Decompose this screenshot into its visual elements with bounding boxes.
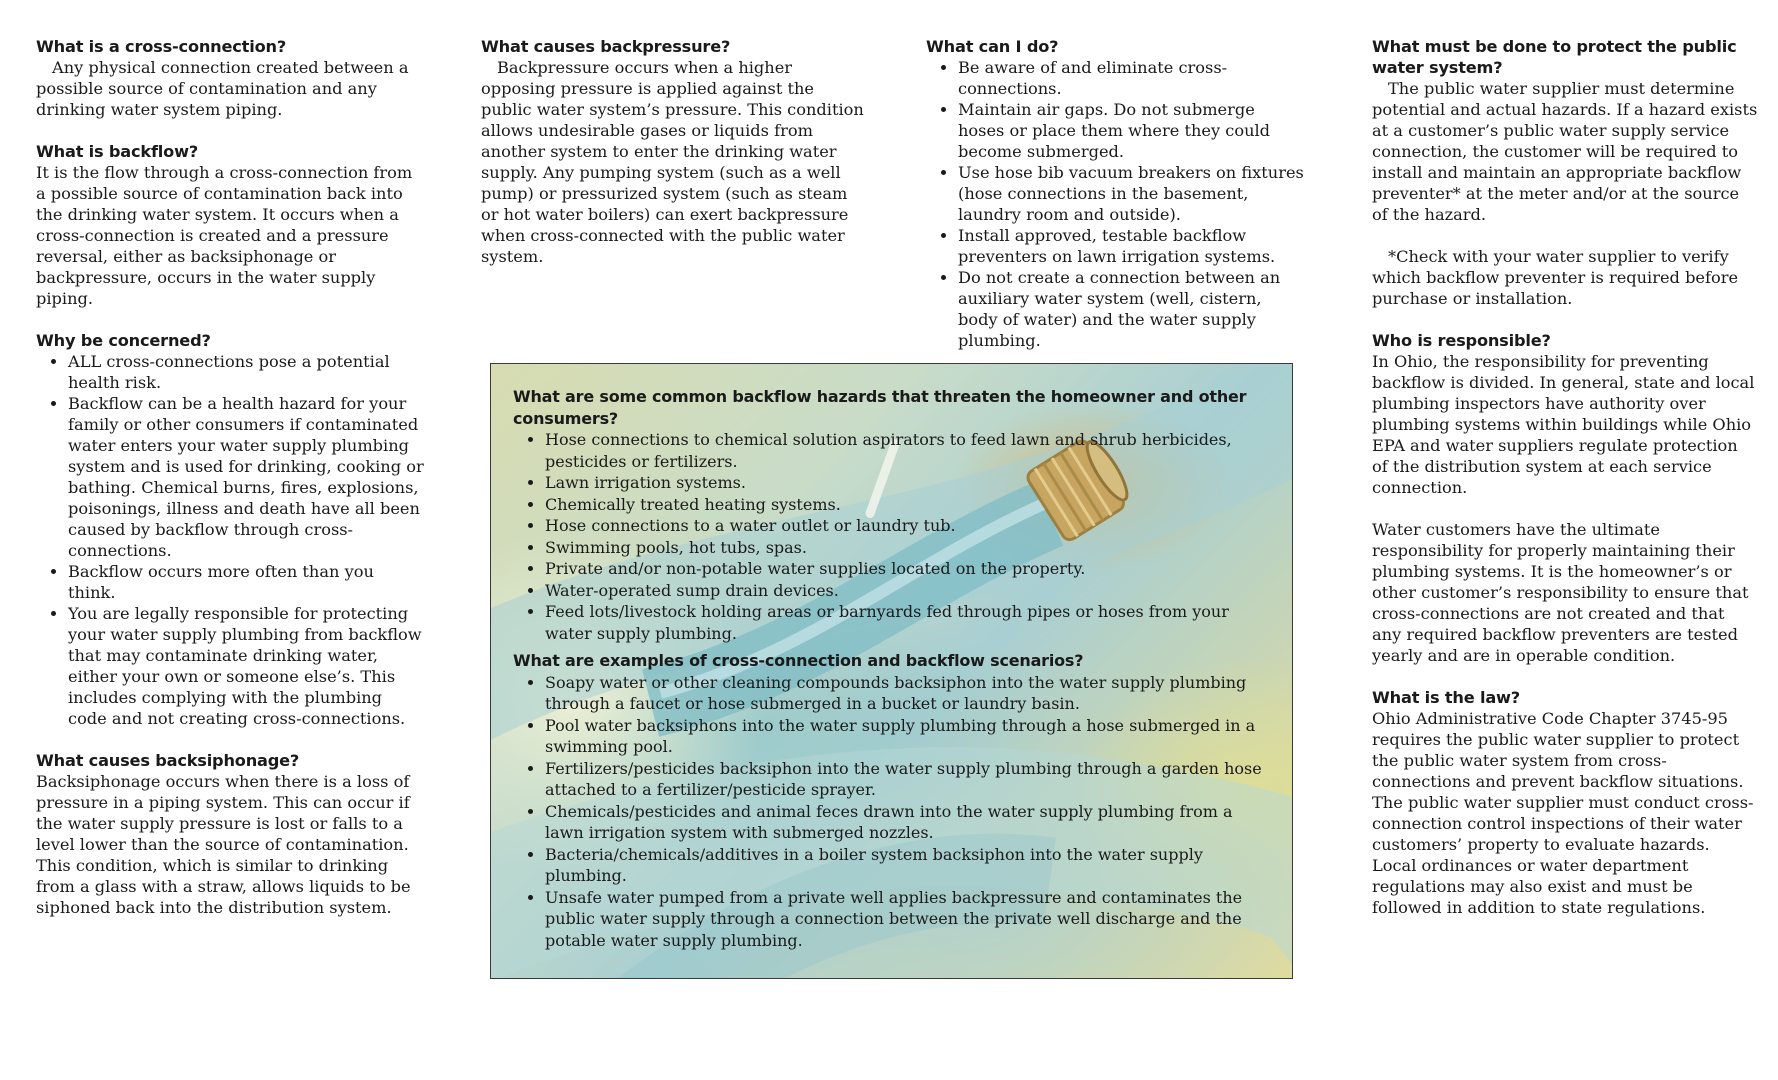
section-why-concerned bbox=[36, 330, 424, 729]
list-item: • Feed lots/livestock holding areas or barnyards fed through pipes or hoses from your water supply plumbing. bbox=[545, 601, 1273, 644]
heading-law: What is the law? bbox=[1372, 688, 1520, 707]
list-hazards bbox=[513, 429, 1273, 644]
heading-backflow: What is backflow? bbox=[36, 142, 199, 161]
section-protect-public-water bbox=[1372, 36, 1758, 309]
list-what-can-i-do bbox=[926, 57, 1306, 351]
section-cross-connection bbox=[36, 36, 424, 120]
list-item: • Unsafe water pumped from a private well applies backpressure and contaminates the public water supply through a connection between the private well discharge and the potable water supply plumbing. bbox=[545, 887, 1273, 952]
list-item: • Be aware of and eliminate cross-connections. bbox=[958, 57, 1306, 99]
section-hazards bbox=[513, 386, 1273, 644]
list-item: • Maintain air gaps. Do not submerge hoses or place them where they could become submerged. bbox=[958, 99, 1306, 162]
list-item: • Hose connections to a water outlet or laundry tub. bbox=[545, 515, 1273, 537]
text-backpressure: Backpressure occurs when a higher opposing pressure is applied against the public water system’s pressure. This condition allows undesirable gases or liquids from another system to enter the drinking water supply. Any pumping system (such as a well pump) or pressurized system (such as steam or hot water boilers) can exert backpressure when cross-connected with the public water system. bbox=[481, 58, 864, 266]
list-item: • Pool water backsiphons into the water supply plumbing through a hose submerged in a swimming pool. bbox=[545, 715, 1273, 758]
text-backsiphonage: Backsiphonage occurs when there is a loss of pressure in a piping system. This can occur if the water supply pressure is lost or falls to a level lower than the source of contamination. This condition, which is similar to drinking from a glass with a straw, allows liquids to be siphoned back into the distribution system. bbox=[36, 772, 411, 917]
text-protect-public-water: The public water supplier must determine potential and actual hazards. If a hazard exists at a customer’s public water supply service connection, the customer will be required to install and maintain an appropriate backflow preventer* at the meter and/or at the source of the hazard. bbox=[1372, 79, 1758, 224]
section-law bbox=[1372, 687, 1758, 918]
column-3 bbox=[926, 36, 1306, 372]
list-item: • Lawn irrigation systems. bbox=[545, 472, 1273, 494]
section-backpressure bbox=[481, 36, 865, 267]
text-responsible-2: Water customers have the ultimate responsibility for properly maintaining their plumbing systems. It is the homeowner’s or other customer’s responsibility to ensure that cross-connections are not created and that any required backflow preventers are tested yearly and are in operable condition. bbox=[1372, 520, 1749, 665]
list-item: • Use hose bib vacuum breakers on fixtures (hose connections in the basement, laundry room and outside). bbox=[958, 162, 1306, 225]
list-item: • ALL cross-connections pose a potential health risk. bbox=[68, 351, 424, 393]
list-item: • Do not create a connection between an auxiliary water system (well, cistern, body of water) and the water supply plumbing. bbox=[958, 267, 1306, 351]
heading-what-can-i-do: What can I do? bbox=[926, 37, 1059, 56]
heading-why-concerned: Why be concerned? bbox=[36, 331, 211, 350]
heading-protect-public-water: What must be done to protect the public water system? bbox=[1372, 37, 1737, 77]
list-item: • Chemicals/pesticides and animal feces drawn into the water supply plumbing from a lawn irrigation system with submerged nozzles. bbox=[545, 801, 1273, 844]
text-responsible: In Ohio, the responsibility for preventing backflow is divided. In general, state and local plumbing inspectors have authority over plumbing systems within buildings while Ohio EPA and water suppliers regulate protection of the distribution system at each service connection. bbox=[1372, 352, 1755, 497]
heading-backsiphonage: What causes backsiphonage? bbox=[36, 751, 300, 770]
column-2 bbox=[481, 36, 865, 288]
section-backflow bbox=[36, 141, 424, 309]
list-item: • Fertilizers/pesticides backsiphon into the water supply plumbing through a garden hose attached to a fertilizer/pesticide sprayer. bbox=[545, 758, 1273, 801]
section-backsiphonage bbox=[36, 750, 424, 918]
section-responsible bbox=[1372, 330, 1758, 666]
text-law: Ohio Administrative Code Chapter 3745-95 requires the public water supplier to protect the public water system from cross-connections and prevent backflow situations. The public water supplier must conduct cross-connection control inspections of their water customers’ property to evaluate hazards. Local ordinances or water department regulations may also exist and must be followed in addition to state regulations. bbox=[1372, 709, 1754, 917]
heading-backpressure: What causes backpressure? bbox=[481, 37, 731, 56]
column-1 bbox=[36, 36, 424, 939]
list-item: • Chemically treated heating systems. bbox=[545, 494, 1273, 516]
column-4 bbox=[1372, 36, 1758, 939]
heading-responsible: Who is responsible? bbox=[1372, 331, 1551, 350]
section-what-can-i-do bbox=[926, 36, 1306, 351]
list-item: • Bacteria/chemicals/additives in a boiler system backsiphon into the water supply plumbing. bbox=[545, 844, 1273, 887]
section-scenarios bbox=[513, 650, 1273, 951]
list-item: • Backflow can be a health hazard for your family or other consumers if contaminated water enters your water supply plumbing system and is used for drinking, cooking or bathing. Chemical burns, fires, explosions, poisonings, illness and death have all been caused by backflow through cross-connections. bbox=[68, 393, 424, 561]
list-scenarios bbox=[513, 672, 1273, 952]
list-item: • Soapy water or other cleaning compounds backsiphon into the water supply plumbing through a faucet or hose submerged in a bucket or laundry basin. bbox=[545, 672, 1273, 715]
list-why-concerned bbox=[36, 351, 424, 729]
list-item: • Install approved, testable backflow preventers on lawn irrigation systems. bbox=[958, 225, 1306, 267]
text-protect-note: *Check with your water supplier to verify which backflow preventer is required before purchase or installation. bbox=[1372, 247, 1739, 308]
list-item: • You are legally responsible for protecting your water supply plumbing from backflow that may contaminate drinking water, either your own or someone else’s. This includes complying with the plumbing code and not creating cross-connections. bbox=[68, 603, 424, 729]
box-content bbox=[513, 386, 1273, 957]
text-backflow: It is the flow through a cross-connection from a possible source of contamination back into the drinking water system. It occurs when a cross-connection is created and a pressure reversal, either as backsiphonage or backpressure, occurs in the water supply piping. bbox=[36, 163, 413, 308]
list-item: • Hose connections to chemical solution aspirators to feed lawn and shrub herbicides, pesticides or fertilizers. bbox=[545, 429, 1273, 472]
list-item: • Private and/or non-potable water supplies located on the property. bbox=[545, 558, 1273, 580]
list-item: • Water-operated sump drain devices. bbox=[545, 580, 1273, 602]
heading-hazards: What are some common backflow hazards that threaten the homeowner and other consumers? bbox=[513, 387, 1247, 428]
heading-scenarios: What are examples of cross-connection and backflow scenarios? bbox=[513, 651, 1084, 670]
list-item: • Backflow occurs more often than you think. bbox=[68, 561, 424, 603]
list-item: • Swimming pools, hot tubs, spas. bbox=[545, 537, 1273, 559]
text-cross-connection: Any physical connection created between a possible source of contamination and any drinking water system piping. bbox=[36, 58, 409, 119]
hose-photo-box bbox=[490, 363, 1293, 979]
heading-cross-connection: What is a cross-connection? bbox=[36, 37, 287, 56]
